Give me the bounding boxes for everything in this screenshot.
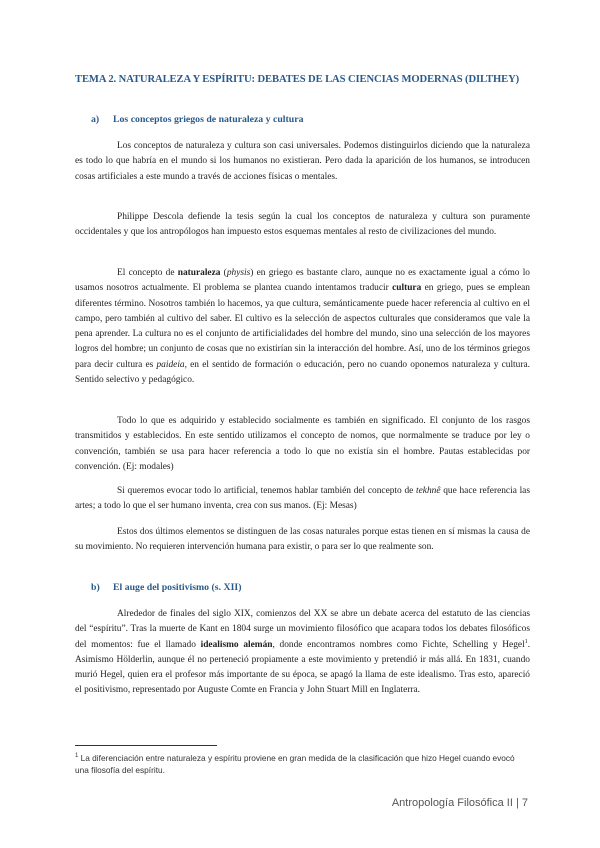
page-footer: Antropología Filosófica II | 7: [391, 797, 528, 809]
paragraph-4: Todo lo que es adquirido y establecido socialmente es también en significado. El conjunto de los rasgos transmitidos y establecidos. En este sentido utilizamos el concepto de nomos, que normalmente se traduce por ley o convención, también se usa para hacer referencia a todo lo que no existía sin el hombre. Pautas establecidas por convención. (Ej: modales): [75, 416, 530, 472]
paragraph-2: Philippe Descola defiende la tesis según la cual los conceptos de naturaleza y cultura son puramente occidentales y que los antropólogos han impuesto estos esquemas mentales al resto de civilizaciones del mundo.: [75, 212, 530, 238]
section-a-title: Los conceptos griegos de naturaleza y cultura: [113, 114, 304, 125]
paragraph-7: Alrededor de finales del siglo XIX, comienzos del XX se abre un debate acerca del estatuto de las ciencias del “espíritu”. Tras la muerte de Kant en 1804 surge un movimiento filosófico que acapara todos los debates filosóficos del momentos: fue el llamado idealismo alemán, donde encontramos nombres como Fichte, Schelling y Hegel$^1$. Asimismo Hölderlin, aunque él no perteneció propiamente a este movimiento y pretendió ir más allá. En 1831, cuando murió Hegel, quien era el profesor más importante de su época, se apagó la llama de este idealismo. Tras esto, apareció el positivismo, representado por Auguste Comte en Francia y John Stuart Mill en Inglaterra.: [75, 609, 531, 696]
paragraph-6: Estos dos últimos elementos se distinguen de las cosas naturales porque estas tienen en sí mismas la causa de su movimiento. No requieren intervención humana para existir, o para ser lo que realmente son.: [75, 527, 530, 553]
term-paideia: paideia: [156, 359, 185, 370]
term-naturaleza: naturaleza: [177, 268, 221, 278]
paragraph-1: Los conceptos de naturaleza y cultura son casi universales. Podemos distinguirlos diciendo que la naturaleza es todo lo que habría en el mundo si los humanos no existieran. Pero dada la aparición de los humanos, se introducen cosas artificiales a este mundo a través de acciones físicas o mentales.: [75, 141, 530, 182]
term-cultura: cultura: [392, 283, 422, 294]
footnote-text: La diferenciación entre naturaleza y espíritu proviene en gran medida de la clasificación que hizo Hegel cuando evocó una filosofía del espíritu.: [75, 753, 515, 775]
paragraph-5: Si queremos evocar todo lo artificial, tenemos hablar también del concepto de tekhnê que hace referencia las artes; a todo lo que el ser humano inventa, crea con sus manos. (Ej: Mesas): [75, 486, 530, 512]
term-tekhne: tekhnê: [416, 486, 441, 496]
footnote-ref[interactable]: 1: [524, 638, 528, 645]
paragraph-3: El concepto de naturaleza (physis) en griego es bastante claro, aunque no es exactamente igual a cómo lo usamos nosotros actualmente. El problema se plantea cuando intentamos traducir cultura en griego, pues se emplean diferentes término. Nosotros también lo hacemos, ya que cultura, semánticamente puede hacer referencia al cultivo en el campo, pero también al cultivo del saber. El cultivo es la selección de aspectos culturales que consideramos que vale la pena aprender. La cultura no es el conjunto de artificialidades del hombre del mundo, sino una selección de los mayores logros del hombre; un conjunto de cosas que no existirían sin la interacción del hombre. Así, uno de los términos griegos para decir cultura es paideia, en el sentido de formación o educación, pero no cuando oponemos naturaleza y cultura. Sentido selectivo y pedagógico.: [75, 268, 530, 386]
section-b-label: b): [91, 582, 100, 593]
footnote-number: 1: [75, 753, 79, 760]
footnote: [75, 752, 525, 776]
page-title: TEMA 2. NATURALEZA Y ESPÍRITU: DEBATES DE LAS CIENCIAS MODERNAS (DILTHEY): [75, 74, 520, 85]
section-b-heading: [91, 582, 241, 593]
term-physis: physis: [226, 268, 251, 278]
section-b-title: El auge del positivismo (s. XII): [113, 582, 242, 593]
section-a-label: a): [91, 114, 100, 125]
term-idealismo-aleman: idealismo alemán: [200, 639, 273, 650]
footnote-divider: [75, 745, 217, 746]
section-a-heading: [91, 114, 303, 125]
